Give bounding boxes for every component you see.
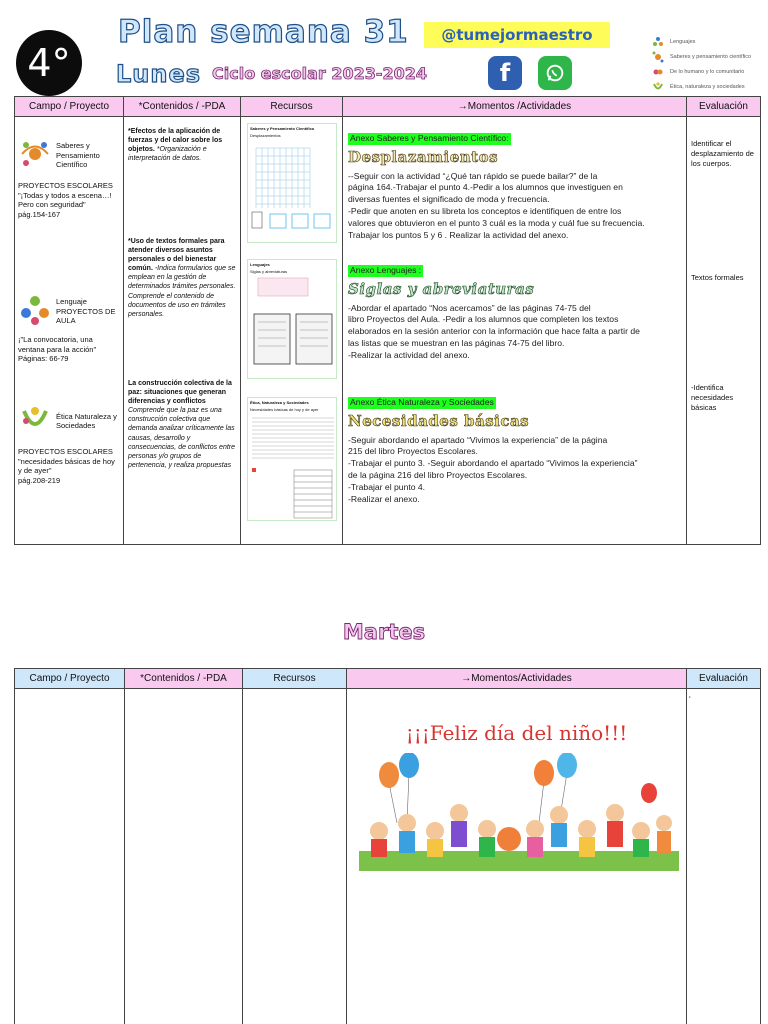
greeting-text: ¡¡¡Feliz día del niño!!! [405,721,628,745]
evaluacion-cell [687,117,761,545]
monday-plan-table [14,96,761,545]
contenido-saberes: *Efectos de la aplicación de fuerzas y del calor sobre los objetos. *Organización e interpretación de datos. [128,128,223,163]
lenguajes-icon [652,36,664,48]
children-balloons-illustration [359,753,679,871]
contenidos-cell [124,117,241,545]
anexo-tag: Anexo Lenguajes : [350,265,422,275]
evaluacion-lenguajes: Textos formales [691,273,744,282]
notebook-graphic [248,274,337,379]
anexo-saberes-thumbnail[interactable]: Saberes y Pensamiento Científico Desplazamientos [247,123,337,243]
column-header: →Momentos/Actividades [347,669,687,689]
column-header: Recursos [241,97,343,117]
recursos-cell [243,689,347,1024]
column-header: Campo / Proyecto [15,97,124,117]
contenido-etica: La construcción colectiva de la paz: situaciones que generan diferencias y conflictos Comprende que la paz es una construcción colectiva que demanda analizar críticamente las causas, desarrollo y consecuencias, de conflictos entre personas y/o grupos de pertenencia, y realiza propuestas [128,380,236,469]
column-header: Evaluación [687,97,761,117]
contenidos-cell [125,689,243,1024]
momentos-cell [343,117,687,545]
children [370,804,672,857]
tuesday-title: Martes [342,620,426,644]
grade-badge: 4° [16,30,82,96]
humano-icon [652,66,664,78]
lenguajes-icon [18,293,52,329]
saberes-icon [18,137,52,173]
momentos-cell [347,689,687,1024]
worksheet-graphic [248,412,337,521]
momento-lenguajes: Anexo Lenguajes : Siglas y abreviaturas -Abordar el apartado “Nos acercamos” de las páginas 74-75 del libro Proyectos del Aula. -Pedir a los alumnos que completen los textos elaborados en la sesión anterior con la información que hace falta a partir de las listas que se muestran en las páginas 74-75 del libro. -Realizar la actividad del anexo. [348,265,681,362]
activity-heading: Desplazamientos [348,147,499,166]
campo-etica: Ética Naturaleza y Sociedades PROYECTOS ESCOLARES "necesidades básicas de hoy y de ayer" pág.208-219 [18,403,120,485]
column-header: *Contenidos / -PDA [124,97,241,117]
day-title: Lunes [116,60,202,88]
legend-item: De lo humano y lo comunitario [652,64,764,79]
table-header-row [15,97,761,117]
table-row [15,117,761,545]
campo-cell [15,117,124,545]
anexo-lenguajes-thumbnail[interactable]: Lenguajes Siglas y abreviaturas [247,259,337,379]
plan-title: Plan semana 31 [118,14,409,50]
legend-item: Saberes y pensamiento científico [652,49,764,64]
campo-saberes: Saberes y Pensamiento Científico PROYECTOS ESCOLARES "¡Todas y todos a escena…! Pero con seguridad" pág.154-167 [18,137,120,219]
campo-cell [15,689,125,1024]
column-header: Recursos [243,669,347,689]
column-header: Campo / Proyecto [15,669,125,689]
activity-heading: Necesidades básicas [348,411,530,430]
campo-lenguajes: Lenguaje PROYECTOS DE AULA ¡"La convocatoria, una ventana para la acción" Páginas: 66-79 [18,293,120,364]
evaluacion-cell: ‘ [687,689,761,1024]
evaluacion-saberes: Identificar el desplazamiento de los cuerpos. [691,139,754,168]
saberes-icon [652,51,664,63]
childrens-day-banner [347,693,686,873]
anexo-tag: Anexo Ética Naturaleza y Sociedades [350,397,494,407]
momento-etica: Anexo Ética Naturaleza y Sociedades Necesidades básicas -Seguir abordando el apartado “Vivimos la experiencia” de la página 215 del libro Proyectos Escolares. -Trabajar el punto 3. -Seguir abordando el apartado “Vivimos la experiencia” de la página 216 del libro Proyectos Escolares. -Trabajar el punto 4. -Realizar el anexo. [348,397,681,506]
recursos-cell [241,117,343,545]
momento-saberes: Anexo Saberes y Pensamiento Científico: Desplazamientos --Seguir con la actividad “¿Qué tan rápido se puede bailar?” de la página 164.-Trabajar el punto 4.-Pedir a los alumnos que investiguen en diversas fuentes el significado de moda y frecuencia. -Pedir que anoten en su libreta los conceptos e identifiquen de entre los valores que obtuvieron en el punto 3 cuál es la moda y cuál fue su frecuencia. Trabajar los puntos 5 y 6 . Realizar la actividad del anexo. [348,133,681,242]
school-cycle: Ciclo escolar 2023-2024 [212,64,428,83]
table-row [15,689,761,1024]
etica-icon [652,81,664,93]
social-handle[interactable]: @tumejormaestro [424,22,610,48]
contenido-lenguajes: *Uso de textos formales para atender diversos asuntos personales o del bienestar común. -Indica formularios que se emplean en la gestión de determinados trámites personales. Comprende el contenido de documentos de uso en trámites personales. [128,238,236,318]
whatsapp-icon[interactable] [538,56,572,90]
activity-heading: Siglas y abreviaturas [348,279,535,298]
column-header: Evaluación [687,669,761,689]
campos-legend [652,34,764,94]
facebook-icon[interactable]: f [488,56,522,90]
anexo-etica-thumbnail[interactable]: Ética, Naturaleza y Sociedades Necesidades básicas de hoy y de ayer [247,397,337,521]
tuesday-plan-table [14,668,761,1024]
column-header: *Contenidos / -PDA [125,669,243,689]
column-header: →Momentos /Actividades [343,97,687,117]
anexo-tag: Anexo Saberes y Pensamiento Científico: [350,133,509,143]
grid-graphic [248,138,337,238]
legend-item: Ética, naturaleza y sociedades [652,79,764,94]
evaluacion-etica: -Identifica necesidades básicas [691,383,734,412]
etica-icon [18,403,52,439]
table-header-row [15,669,761,689]
legend-item: Lenguajes [652,34,764,49]
